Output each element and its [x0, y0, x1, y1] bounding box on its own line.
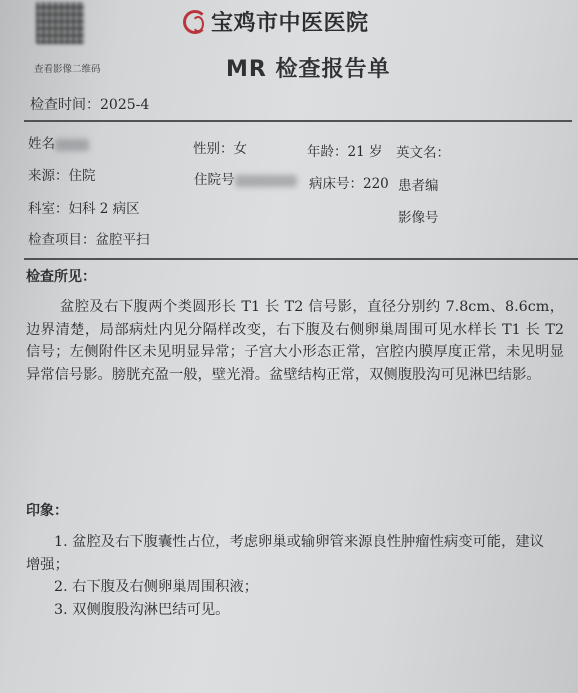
patient-age: 年龄：21 岁 — [307, 144, 383, 160]
divider-bottom — [24, 258, 578, 260]
inpatient-number-label: 住院号 — [194, 172, 235, 188]
patient-id: 患者编 — [398, 178, 439, 194]
patient-name — [28, 132, 89, 152]
qr-label: 查看影像二维码 — [34, 64, 101, 75]
patient-english-name: 英文名： — [396, 145, 450, 161]
department: 科室：妇科 2 病区 — [28, 201, 140, 217]
report-title: MR 检查报告单 — [226, 57, 391, 82]
image-id: 影像号 — [398, 210, 439, 226]
impression-item: 2. 右下腹及右侧卵巢周围积液； — [54, 579, 259, 595]
findings-text: 盆腔及右下腹两个类圆形长 T1 长 T2 信号影，直径分别约 7.8cm、8.6cm，边界清楚，局部病灶内见分隔样改变，右下腹及右侧卵巢周围可见水样长 T1 长 T2 信号；左侧附件区未见明显异常；子宫大小形态正常，宫腔内膜厚度正常，未见明显异常信号影。膀胱充盈一般，壁光滑。盆壁结构正常，双侧腹股沟可见淋巴结影。 — [26, 299, 564, 383]
hospital-logo-icon — [183, 10, 207, 34]
inpatient-number-redacted — [235, 175, 297, 187]
exam-time: 检查时间：2025-4 — [30, 97, 150, 113]
impression-item: 1. 盆腔及右下腹囊性占位，考虑卵巢或输卵管来源良性肿瘤性病变可能，建议增强； — [26, 534, 544, 573]
inpatient-number — [194, 168, 297, 188]
bed-number: 病床号：220 — [309, 176, 389, 192]
impression-item: 3. 双侧腹股沟淋巴结可见。 — [54, 601, 230, 618]
divider-top — [24, 120, 572, 122]
exam-item: 检查项目：盆腔平扫 — [28, 232, 150, 248]
patient-gender: 性别：女 — [193, 141, 247, 157]
qr-code-icon[interactable] — [36, 2, 84, 44]
hospital-header — [183, 6, 369, 37]
findings-title: 检查所见： — [26, 269, 96, 285]
hospital-name: 宝鸡市中医医院 — [211, 11, 369, 36]
impression-title: 印象： — [26, 503, 68, 519]
impression-list — [26, 531, 556, 621]
patient-source: 来源：住院 — [28, 168, 96, 184]
patient-name-redacted — [55, 139, 89, 151]
patient-name-label: 姓名 — [28, 136, 55, 152]
